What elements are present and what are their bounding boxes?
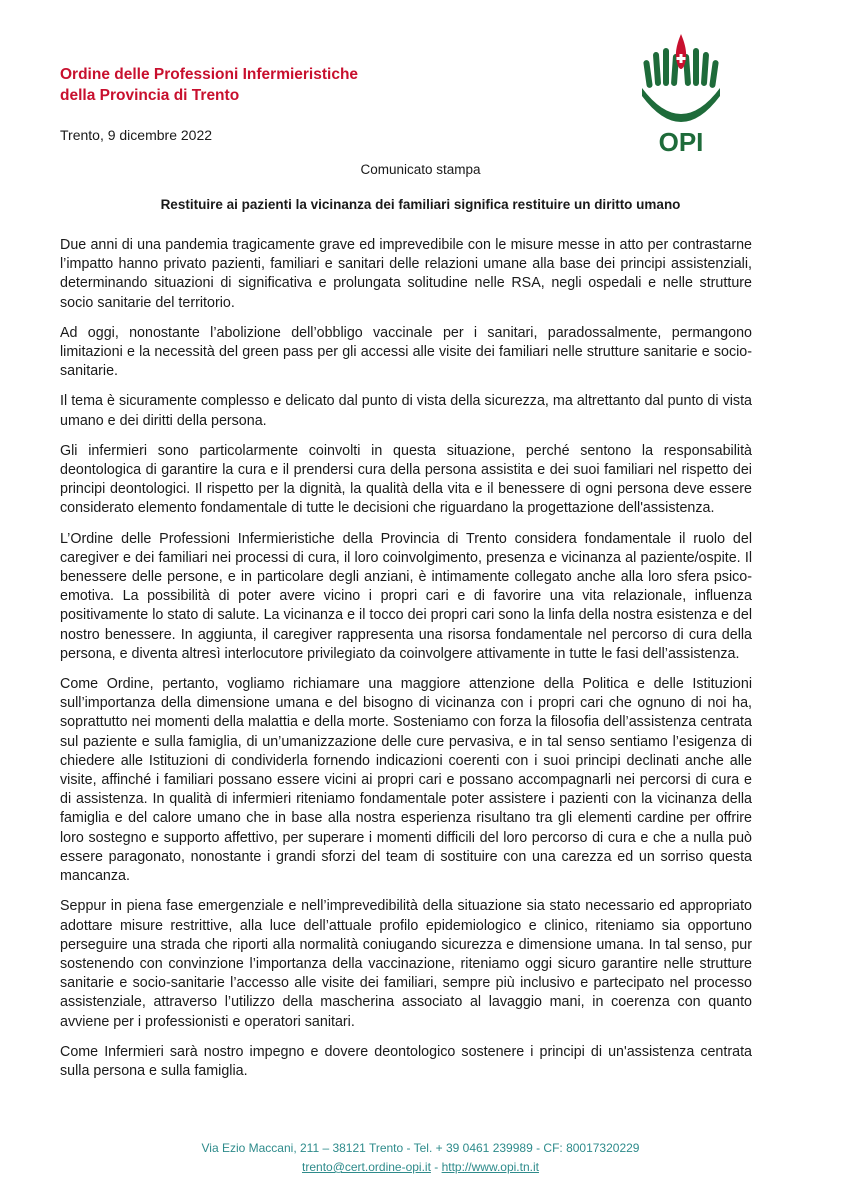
document-headline: Restituire ai pazienti la vicinanza dei familiari significa restituire un diritto umano <box>160 197 681 212</box>
opi-logo <box>636 30 726 158</box>
press-release-label: Comunicato stampa <box>360 162 481 177</box>
footer-email-link[interactable]: trento@cert.ordine-opi.it <box>302 1160 431 1174</box>
opi-logo-text: OPI <box>658 127 704 157</box>
body-paragraph: Seppur in piena fase emergenziale e nell’imprevedibilità della situazione sia stato necessario ed appropriato adottare misure restrittive, alla luce dell’attuale profilo epidemiologico e clinico, riteniamo sia opportuno perseguire una strada che riporti alla normalità coniugando sicurezza e dimensione umana. In tal senso, pur sostenendo con convinzione l’importanza della vaccinazione, riteniamo oggi sicuro garantire nelle strutture sanitarie e socio-sanitarie l’accesso alle visite dei familiari, sempre più inclusivo e partecipato nel processo assistenziale, attraverso l’utilizzo della mascherina associato al lavaggio mani, in coerenza con quanto avviene per i professionisti e operatori sanitari. <box>60 898 752 1030</box>
footer-contacts <box>0 1158 841 1177</box>
body-paragraph: Come Ordine, pertanto, vogliamo richiamare una maggiore attenzione della Politica e delle Istituzioni sull’importanza della dimensione umana e del bisogno di vicinanza con i propri cari che ognuno di noi ha, soprattutto nei momenti della malattia e della morte. Sosteniamo con forza la filosofia dell’assistenza centrata sul paziente e sulla famiglia, di un’umanizzazione delle cure pervasiva, e in tal senso sentiamo l’esigenza di chiedere alle Istituzioni di condividerla fornendo indicazioni coerenti con i suoi principi declinati anche alle visite, affinché i familiari possano essere vicini ai propri cari e possano accompagnarli nei percorsi di cura e di assistenza. In qualità di infermieri riteniamo fondamentale poter assistere i pazienti con la vicinanza della famiglia e del calore umano che in base alla nostra esperienza risultano tra gli elementi cardine per offrire loro sostegno e supporto affettivo, per superare i momenti difficili del loro percorso di cura e che a nulla può essere paragonato, nonostante i grandi sforzi del team di sostituire con una carezza ed un sorriso questa mancanza. <box>60 676 752 885</box>
organization-name <box>60 64 358 106</box>
document-date: Trento, 9 dicembre 2022 <box>60 127 213 143</box>
body-paragraph: L’Ordine delle Professioni Infermieristiche della Provincia di Trento considera fondamentale il ruolo del caregiver e dei familiari nei processi di cura, il loro coinvolgimento, presenza e vicinanza al paziente/ospite. Il benessere delle persone, e in particolare degli anziani, è intimamente collegato anche alla loro sfera psico-emotiva. La possibilità di poter avere vicino i propri cari e di favorire una vita relazionale, influenza positivamente lo stato di salute. La vicinanza e il tocco dei propri cari sono la linfa della nostra esistenza e del nostro benessere. In aggiunta, il caregiver rappresenta una risorsa fondamentale nel percorso di cura della persona, e diventa altresì interlocutore privilegiato da coinvolgere attivamente in tutte le fasi dell’assistenza. <box>60 530 752 662</box>
organization-name-line2: della Provincia di Trento <box>60 87 240 104</box>
organization-name-line1: Ordine delle Professioni Infermieristiche <box>60 66 359 83</box>
page-footer <box>0 1139 841 1177</box>
document-body <box>60 236 752 1092</box>
body-paragraph: Il tema è sicuramente complesso e delicato dal punto di vista della sicurezza, ma altrettanto dal punto di vista umano e dei diritti della persona. <box>60 393 752 429</box>
body-paragraph: Come Infermieri sarà nostro impegno e dovere deontologico sostenere i principi di un'assistenza centrata sulla persona e sulla famiglia. <box>60 1043 752 1079</box>
body-paragraph: Gli infermieri sono particolarmente coinvolti in questa situazione, perché sentono la responsabilità deontologica di garantire la cura e il prendersi cura della persona assistita e dei suoi familiari nel rispetto dei principi deontologici. Il rispetto per la dignità, la qualità della vita e il benessere di ogni persona deve essere considerato elemento fondamentale di tutte le decisioni che riguardano la progettazione dell'assistenza. <box>60 442 752 517</box>
footer-website-link[interactable]: http://www.opi.tn.it <box>441 1160 539 1174</box>
body-paragraph: Ad oggi, nonostante l’abolizione dell’obbligo vaccinale per i sanitari, paradossalmente, permangono limitazioni e la necessità del green pass per gli accessi alle visite dei familiari nelle strutture sanitarie e socio-sanitarie. <box>60 324 752 380</box>
footer-separator: - <box>430 1160 442 1174</box>
footer-address: Via Ezio Maccani, 211 – 38121 Trento - Tel. + 39 0461 239989 - CF: 80017320229 <box>201 1141 640 1155</box>
body-paragraph: Due anni di una pandemia tragicamente grave ed imprevedibile con le misure messe in atto per contrastarne l’impatto hanno privato pazienti, familiari e sanitari delle relazioni umane alla base dei principi assistenziali, determinando situazioni di significativa e prolungata solitudine nelle RSA, negli ospedali e nelle strutture socio sanitarie del territorio. <box>60 237 752 311</box>
